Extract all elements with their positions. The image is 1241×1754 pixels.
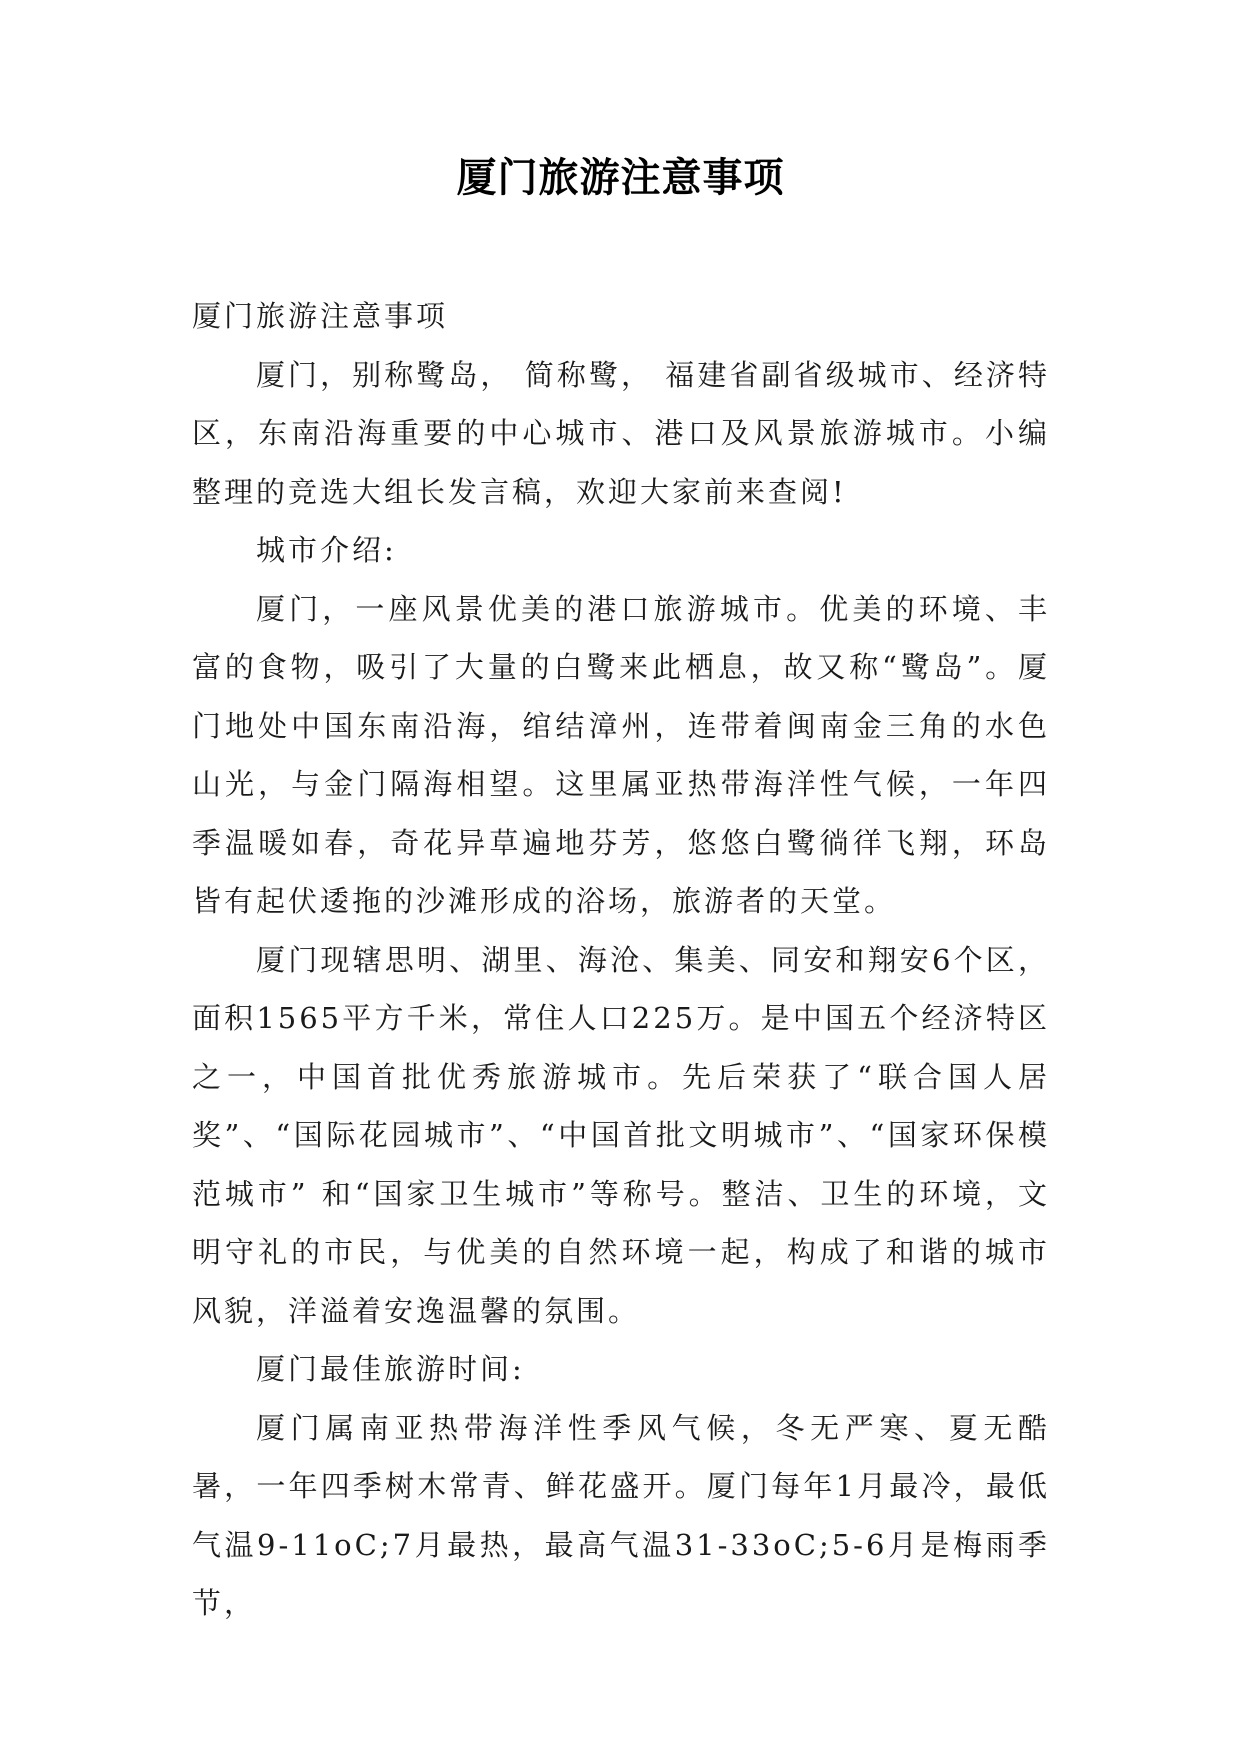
document-title: 厦门旅游注意事项	[456, 154, 785, 201]
paragraph-city-intro-heading: 城市介绍:	[256, 533, 397, 567]
paragraph-intro: 厦门，别称鹭岛， 简称鹭， 福建省副省级城市、经济特区，东南沿海重要的中心城市、港口及风景旅游城市。小编整理的竞选大组长发言稿，欢迎大家前来查阅!	[192, 357, 1050, 509]
paragraph-districts: 厦门现辖思明、湖里、海沧、集美、同安和翔安6个区，面积1565平方千米，常住人口225万。是中国五个经济特区之一，中国首批优秀旅游城市。先后荣获了“联合国人居奖”、“国际花园城市”、“中国首批文明城市”、“国家环保模范城市” 和“国家卫生城市”等称号。整洁、卫生的环境，文明守礼的市民，与优美的自然环境一起，构成了和谐的城市风貌，洋溢着安逸温馨的氛围。	[192, 942, 1050, 1328]
section-heading: 厦门旅游注意事项	[192, 299, 449, 333]
paragraph-city-description: 厦门，一座风景优美的港口旅游城市。优美的环境、丰富的食物，吸引了大量的白鹭来此栖息，故又称“鹭岛”。厦门地处中国东南沿海，绾结漳州，连带着闽南金三角的水色山光，与金门隔海相望。这里属亚热带海洋性气候，一年四季温暖如春，奇花异草遍地芬芳，悠悠白鹭徜徉飞翔，环岛皆有起伏逶拖的沙滩形成的浴场，旅游者的天堂。	[192, 591, 1050, 918]
paragraph-climate: 厦门属南亚热带海洋性季风气候，冬无严寒、夏无酷暑，一年四季树木常青、鲜花盛开。厦门每年1月最冷，最低气温9-11oC;7月最热，最高气温31-33oC;5-6月是梅雨季节，	[192, 1410, 1050, 1620]
paragraph-best-time-heading: 厦门最佳旅游时间:	[256, 1352, 525, 1386]
document-body	[192, 287, 1050, 1633]
